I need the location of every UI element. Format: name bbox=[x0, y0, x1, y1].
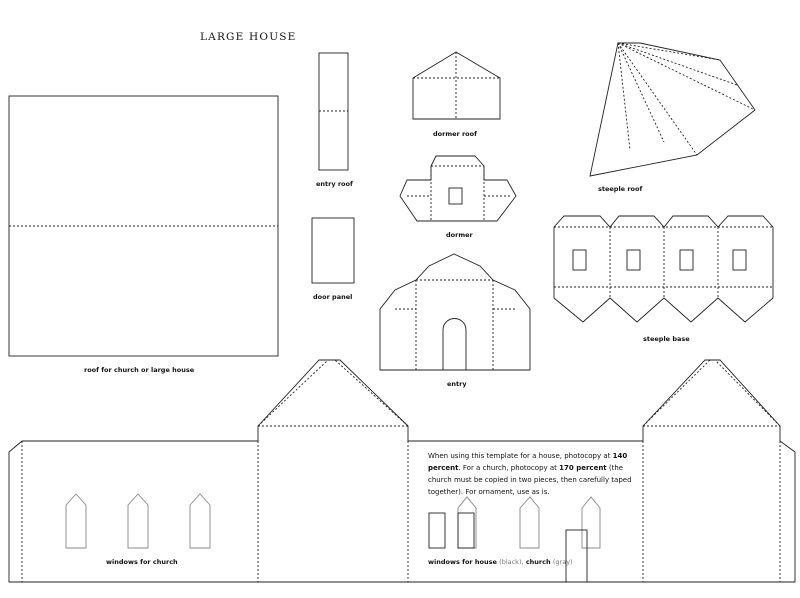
windows-house-church: church bbox=[525, 558, 551, 566]
label-door-panel: door panel bbox=[313, 293, 353, 301]
house-windows bbox=[429, 513, 587, 582]
steeple-roof-piece bbox=[590, 43, 755, 176]
page-title: LARGE HOUSE bbox=[200, 31, 297, 43]
note-house-pct: 140 percent bbox=[428, 452, 628, 472]
door-panel-piece bbox=[312, 218, 354, 283]
label-windows-church: windows for church bbox=[106, 558, 178, 566]
label-steeple-roof: steeple roof bbox=[598, 185, 643, 193]
dormer-roof-piece bbox=[413, 52, 500, 119]
label-dormer-roof: dormer roof bbox=[433, 130, 477, 138]
windows-house-black: (black), bbox=[499, 558, 524, 566]
dormer-piece bbox=[400, 156, 516, 221]
windows-house-prefix: windows for house bbox=[428, 558, 497, 566]
label-steeple-base: steeple base bbox=[643, 335, 690, 343]
entry-piece bbox=[380, 254, 530, 370]
note-part3: (the church must be copied in two pieces, then carefully taped together). For ornament, use as is. bbox=[428, 464, 632, 496]
label-roof: roof for church or large house bbox=[84, 366, 195, 374]
church-windows bbox=[66, 494, 600, 548]
note-part2: . For a church, photocopy at bbox=[458, 464, 557, 472]
label-windows-house bbox=[428, 558, 573, 566]
windows-house-gray: (gray) bbox=[552, 558, 573, 566]
label-entry: entry bbox=[447, 380, 467, 388]
photocopy-note bbox=[428, 450, 648, 498]
entry-roof-piece bbox=[319, 53, 348, 170]
label-entry-roof: entry roof bbox=[316, 180, 353, 188]
note-church-pct: 170 percent bbox=[559, 464, 607, 472]
label-dormer: dormer bbox=[446, 231, 473, 239]
steeple-base-piece bbox=[554, 216, 773, 322]
house-body-piece bbox=[9, 360, 795, 582]
note-part1: When using this template for a house, photocopy at bbox=[428, 452, 611, 460]
roof-piece bbox=[9, 96, 278, 356]
